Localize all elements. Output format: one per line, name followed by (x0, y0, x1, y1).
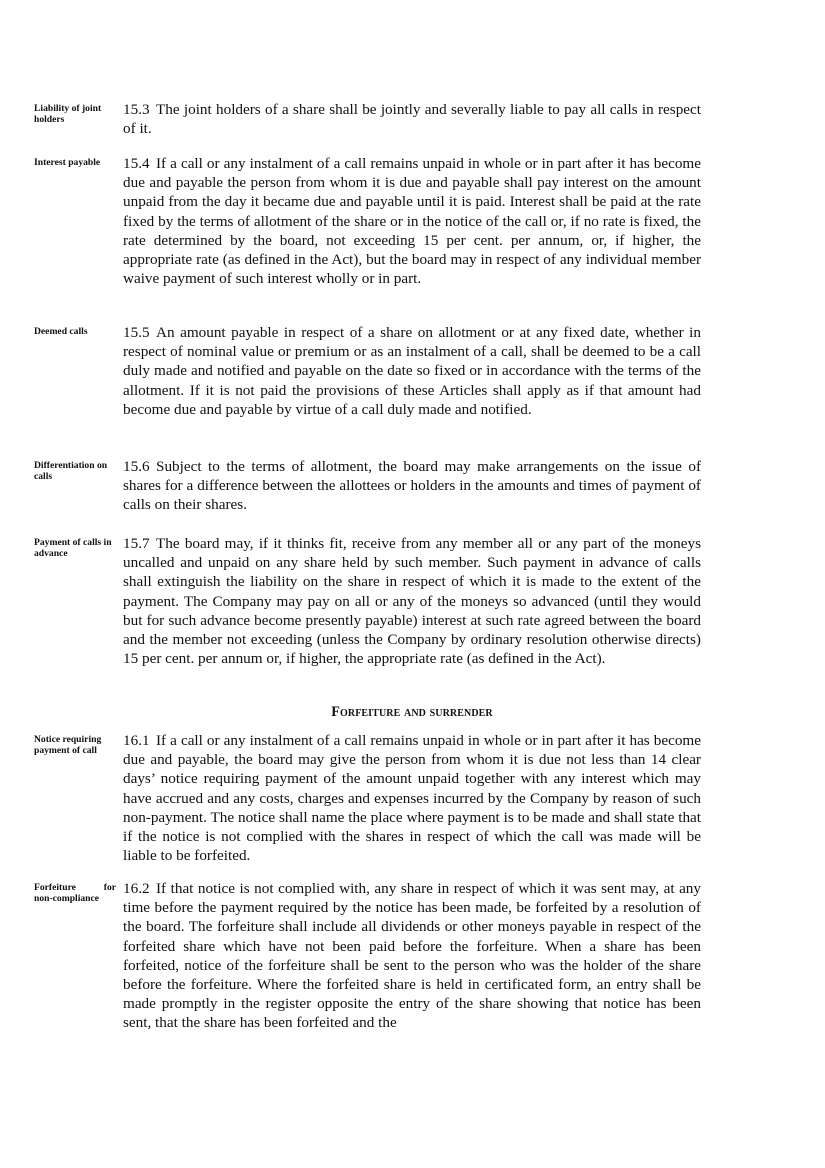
clause-number: 15.6 (123, 458, 150, 475)
margin-note: Interest payable (34, 157, 101, 168)
margin-note (34, 882, 116, 904)
margin-note: Payment of calls in advance (34, 537, 112, 559)
clause-body (123, 323, 701, 419)
clause-text: An amount payable in respect of a share on allotment or at any fixed date, whether in respect of nominal value or premium or as an instalment of a call, shall be deemed to be a call duly made and notified and payable on the date so fixed or in accordance with the terms of the allotment. If it is not paid the provisions of these Articles shall apply as if that amount had become due and payable by virtue of a call duly made and notified. (123, 324, 701, 418)
margin-note: Notice requiring payment of call (34, 734, 102, 756)
clause-text: The joint holders of a share shall be jointly and severally liable to pay all calls in respect of it. (123, 101, 701, 138)
clause-text: If a call or any instalment of a call remains unpaid in whole or in part after it has become due and payable the person from whom it is due and payable shall pay interest on the amount unpaid from the day it became due and payable until it is paid. Interest shall be paid at the rate fixed by the terms of allotment of the share or in the notice of the call or, if no rate is fixed, the rate determined by the board, not exceeding 15 per cent. per annum, or, if higher, the appropriate rate (as defined in the Act), but the board may in respect of any individual member waive payment of such interest wholly or in part. (123, 155, 701, 288)
clause-text: The board may, if it thinks fit, receive from any member all or any part of the moneys uncalled and unpaid on any share held by such member. Such payment in advance of calls shall extinguish the liability on the share in respect of which it is made to the extent of the payment. The Company may pay on all or any of the moneys so advanced (until they would but for such advance become presently payable) interest at such rate agreed between the board and the member not exceeding (unless the Company by ordinary resolution otherwise directs) 15 per cent. per annum or, if higher, the appropriate rate (as defined in the Act). (123, 535, 701, 668)
clause-number: 15.5 (123, 324, 150, 341)
clause-number: 15.7 (123, 535, 150, 552)
clause-body (123, 731, 701, 865)
margin-note-line: Forfeiture for (34, 882, 116, 893)
clause-body (123, 879, 701, 1033)
clause-number: 15.3 (123, 101, 150, 118)
margin-note: Deemed calls (34, 326, 88, 337)
margin-note: Differentiation on calls (34, 460, 108, 482)
clause-body (123, 100, 701, 138)
clause-text: Subject to the terms of allotment, the board may make arrangements on the issue of shares for a difference between the allottees or holders in the amounts and times of payment of calls on their shares. (123, 458, 701, 514)
clause-number: 15.4 (123, 155, 150, 172)
clause-body (123, 534, 701, 668)
clause-text: If a call or any instalment of a call remains unpaid in whole or in part after it has become due and payable, the board may give the person from whom it is due not less than 14 clear days’ notice requiring payment of the amount unpaid together with any interest which may have accrued and any costs, charges and expenses incurred by the Company by reason of such non-payment. The notice shall name the place where payment is to be made and shall state that if the notice is not complied with the shares in respect of which the call was made will be liable to be forfeited. (123, 732, 701, 865)
clause-body (123, 457, 701, 515)
clause-body (123, 154, 701, 288)
margin-note-line: non-compliance (34, 893, 100, 904)
margin-note: Liability of joint holders (34, 103, 102, 125)
section-heading: Forfeiture and surrender (331, 704, 493, 720)
clause-number: 16.1 (123, 732, 150, 749)
clause-text: If that notice is not complied with, any share in respect of which it was sent may, at any time before the payment required by the notice has been made, be forfeited by a resolution of the board. The forfeiture shall include all dividends or other moneys payable in respect of the forfeited share which have not been paid before the forfeiture. When a share has been forfeited, notice of the forfeiture shall be sent to the person who was the holder of the share before the forfeiture. Where the forfeited share is held in certificated form, an entry shall be made promptly in the register opposite the entry of the share showing that notice has been sent, that the share has been forfeited and the (123, 880, 701, 1032)
clause-number: 16.2 (123, 880, 150, 897)
